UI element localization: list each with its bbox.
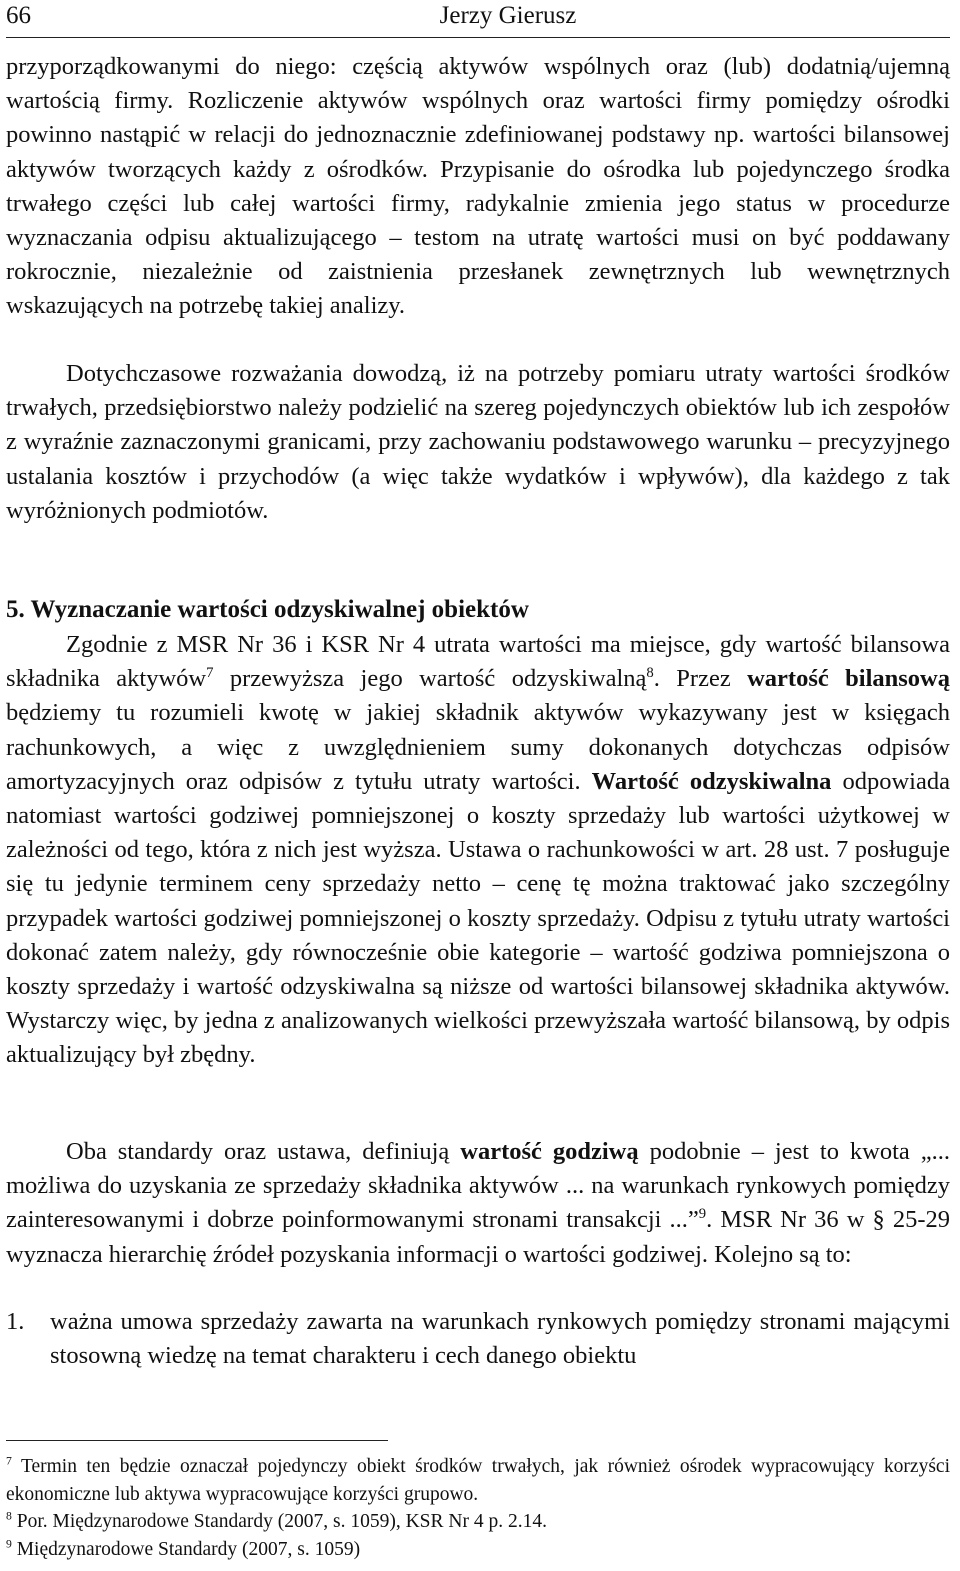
paragraph-3 bbox=[6, 628, 950, 1073]
running-head-author: Jerzy Gierusz bbox=[439, 2, 577, 29]
p4-text-2: podobnie – jest to kwota „... możliwa do uzyskania ze sprzedaży składnika aktywów ... na warunkach rynkowych pomiędzy zainteresowanymi i dobrze poinformowanymi stronami transakcji ...” bbox=[6, 1138, 950, 1234]
list-item-text: ważna umowa sprzedaży zawarta na warunkach rynkowych pomiędzy stronami mającymi stosowną wiedzę na temat charakteru i cech danego obiektu bbox=[50, 1308, 950, 1370]
p4-text-1: Oba standardy oraz ustawa, definiują bbox=[66, 1138, 461, 1165]
footnote-ref-9[interactable]: 9 bbox=[698, 1206, 707, 1223]
p3-text-3: . Przez bbox=[653, 665, 748, 693]
footnote-text: Termin ten będzie oznaczał pojedynczy obiekt środków trwałych, jak również ośrodek wypracowujący korzyści ekonomiczne lub aktywa wypracowujące korzyści grupowo. bbox=[6, 1456, 950, 1505]
footnote-number: 7 bbox=[6, 1454, 12, 1468]
page-header bbox=[6, 0, 950, 38]
paragraph-2 bbox=[6, 357, 950, 528]
p3-text-4: będziemy tu rozumieli kwotę w jakiej składnik aktywów wykazywany jest w księgach rachunkowych, a więc z uwzględnieniem sumy dokonanych dotychczas odpisów amortyzacyjnych oraz odpisów z tytułu utraty wartości. bbox=[6, 699, 950, 795]
term-wartosc-bilansowa: wartość bilansową bbox=[747, 665, 950, 693]
paragraph-1 bbox=[6, 50, 950, 324]
list-item-number: 1. bbox=[6, 1308, 25, 1335]
list-item bbox=[6, 1305, 950, 1373]
footnote-ref-7[interactable]: 7 bbox=[206, 665, 214, 682]
footnote-text: Por. Międzynarodowe Standardy (2007, s. 1059), KSR Nr 4 p. 2.14. bbox=[11, 1511, 547, 1532]
footnote-number: 9 bbox=[6, 1537, 12, 1550]
paragraph-2-text: Dotychczasowe rozważania dowodzą, iż na potrzeby pomiaru utraty wartości środków trwałych, przedsiębiorstwo należy podzielić na szereg pojedynczych obiektów lub ich zespołów z wyraźnie zaznaczonymi granicami, przy zachowaniu podstawowego warunku – precyzyjnego ustalania kosztów i przychodów (a więc także wydatków i wpływów), dla każdego z tak wyróżnionych podmiotów. bbox=[6, 360, 950, 524]
term-wartosc-odzyskiwalna: Wartość odzyskiwalna bbox=[591, 767, 832, 795]
paragraph-4 bbox=[6, 1135, 950, 1272]
footnote-ref-8[interactable]: 8 bbox=[646, 665, 654, 682]
page-number: 66 bbox=[6, 2, 31, 29]
footnote-text: Międzynarodowe Standardy (2007, s. 1059) bbox=[11, 1538, 361, 1560]
p3-text-5: odpowiada natomiast wartości godziwej pomniejszonej o koszty sprzedaży lub wartości użytkowej w zależności od tego, która z nich jest wyższa. Ustawa o rachunkowości w art. 28 ust. 7 posługuje się tu jedynie terminem ceny sprzedaży netto – cenę tę można traktować jako szczególny przypadek wartości godziwej pomniejszonej o koszty sprzedaży. Odpisu z tytułu utraty wartości dokonać zatem należy, gdy równocześnie obie kategorie – wartość godziwa pomniejszona o koszty sprzedaży i wartość odzyskiwalna są niższe od wartości bilansowej składnika aktywów. Wystarczy więc, by jedna z analizowanych wielkości przewyższała wartość bilansową, by odpis aktualizujący był zbędny. bbox=[6, 767, 950, 1069]
paragraph-1-text: przyporządkowanymi do niego: częścią aktywów wspólnych oraz (lub) dodatnią/ujemną wartością firmy. Rozliczenie aktywów wspólnych oraz wartości firmy pomiędzy ośrodki powinno nastąpić w relacji do jednoznacznie zdefiniowanej podstawy np. wartości bilansowej aktywów tworzących każdy z ośrodków. Przypisanie do ośrodka lub pojedynczego środka trwałego części lub całej wartości firmy, radykalnie zmienia jego status w procedurze wyznaczania odpisu aktualizującego – testom na utratę wartości musi on być poddawany rokrocznie, niezależnie od zaistnienia przesłanek zewnętrznych lub wewnętrznych wskazujących na potrzebę takiej analizy. bbox=[6, 53, 950, 320]
footnote-divider bbox=[6, 1440, 388, 1441]
footnotes bbox=[6, 1453, 950, 1563]
footnote-8 bbox=[6, 1508, 950, 1536]
p4-text-3: . MSR Nr 36 w § 25-29 wyznacza hierarchię źródeł pozyskania informacji o wartości godziwej. Kolejno są to: bbox=[6, 1206, 950, 1268]
footnote-7 bbox=[6, 1453, 950, 1508]
section-heading: 5. Wyznaczanie wartości odzyskiwalnej obiektów bbox=[6, 596, 529, 623]
footnote-number: 8 bbox=[6, 1509, 12, 1523]
footnote-9 bbox=[6, 1536, 950, 1564]
term-wartosc-godziwa: wartość godziwą bbox=[460, 1138, 639, 1165]
p3-text-2: przewyższa jego wartość odzyskiwalną bbox=[213, 665, 647, 693]
p3-text-1: Zgodnie z MSR Nr 36 i KSR Nr 4 utrata wartości ma miejsce, gdy wartość bilansowa składnika aktywów bbox=[6, 631, 950, 693]
